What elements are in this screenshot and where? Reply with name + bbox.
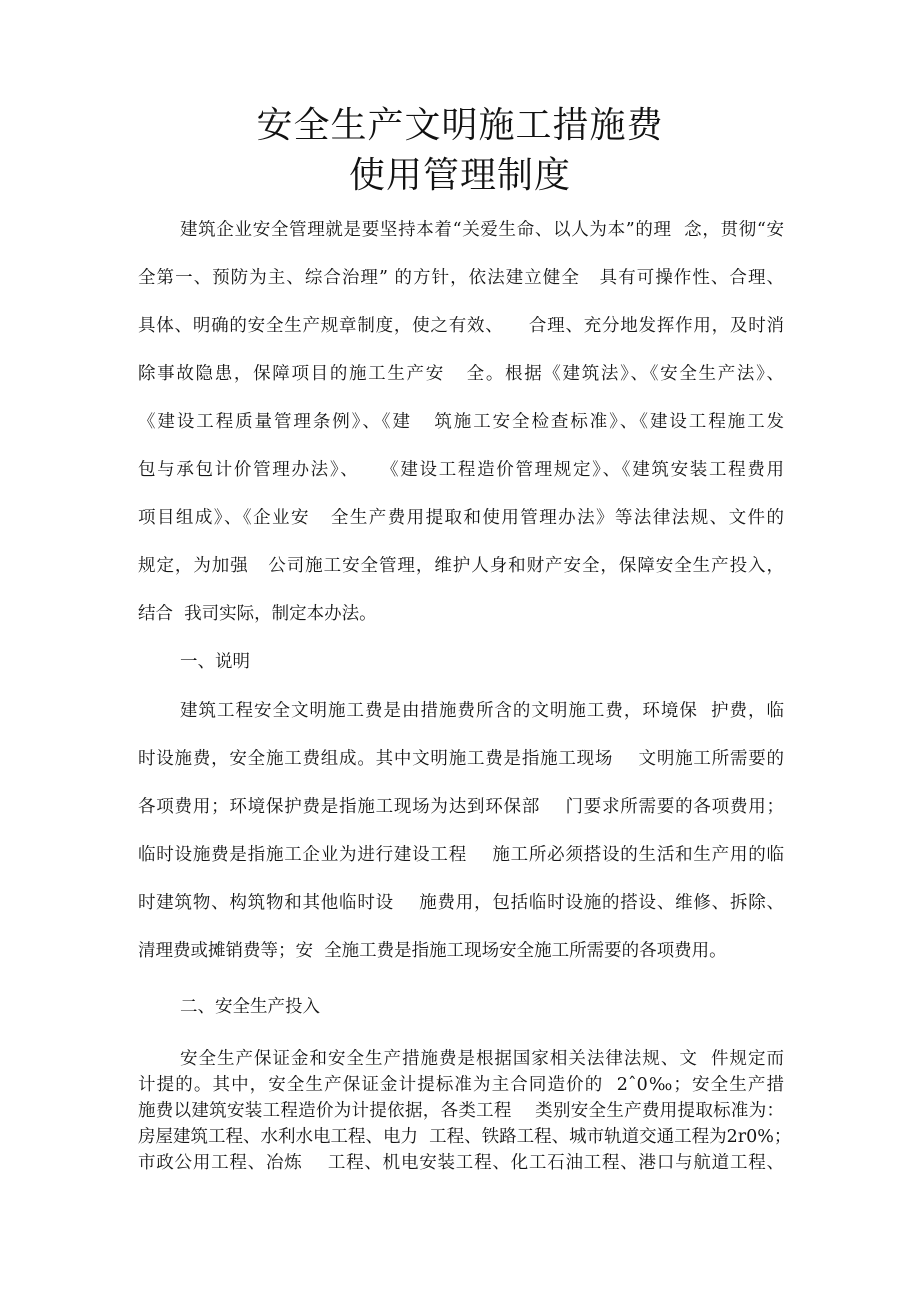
- section-1-line-4: 临时设施费是指施工企业为进行建设工程 施工所必须搭设的生活和生产用的临: [138, 845, 784, 865]
- intro-line-2: 全第一、预防为主、综合治理” 的方针，依法建立健全 具有可操作性、合理、: [138, 268, 784, 288]
- section-2-line-1: 安全生产保证金和安全生产措施费是根据国家相关法律法规、文 件规定而: [180, 1049, 784, 1069]
- intro-line-9: 结合 我司实际，制定本办法。: [138, 604, 377, 624]
- section-heading-explanation: 一、说明: [180, 652, 250, 672]
- intro-line-6: 包与承包计价管理办法》、 《建设工程造价管理规定》、《建筑安装工程费用: [138, 460, 784, 480]
- intro-line-4: 除事故隐患，保障项目的施工生产安 全。根据《建筑法》、《安全生产法》、: [138, 364, 784, 384]
- section-2-line-5: 市政公用工程、冶炼 工程、机电安装工程、化工石油工程、港口与航道工程、: [138, 1153, 784, 1173]
- section-1-line-1: 建筑工程安全文明施工费是由措施费所含的文明施工费，环境保 护费，临: [180, 701, 784, 721]
- section-1-line-5: 时建筑物、构筑物和其他临时设 施费用，包括临时设施的搭设、维修、拆除、: [138, 893, 784, 913]
- intro-line-8: 规定，为加强 公司施工安全管理，维护人身和财产安全，保障安全生产投入，: [138, 556, 784, 576]
- intro-line-3: 具体、明确的安全生产规章制度，使之有效、 合理、充分地发挥作用，及时消: [138, 316, 784, 336]
- section-2-line-3: 施费以建筑安装工程造价为计提依据，各类工程 类别安全生产费用提取标准为：: [138, 1101, 784, 1121]
- intro-line-5: 《建设工程质量管理条例》、《建 筑施工安全检查标准》、《建设工程施工发: [138, 412, 784, 432]
- section-2-line-2: 计提的。其中，安全生产保证金计提标准为主合同造价的 2ˆ0‰；安全生产措: [138, 1075, 784, 1095]
- document-title-line-2: 使用管理制度: [348, 155, 571, 196]
- section-2-line-4: 房屋建筑工程、水利水电工程、电力 工程、铁路工程、城市轨道交通工程为2r0%；: [138, 1127, 792, 1147]
- section-1-line-2: 时设施费，安全施工费组成。其中文明施工费是指施工现场 文明施工所需要的: [138, 749, 784, 769]
- section-1-line-6: 清理费或摊销费等；安 全施工费是指施工现场安全施工所需要的各项费用。: [138, 941, 727, 961]
- section-1-line-3: 各项费用；环境保护费是指施工现场为达到环保部 门要求所需要的各项费用；: [138, 797, 784, 817]
- intro-line-1: 建筑企业安全管理就是要坚持本着“关爱生命、以人为本”的理 念，贯彻“安: [180, 220, 784, 240]
- document-title-line-1: 安全生产文明施工措施费: [256, 105, 664, 146]
- section-heading-safety-investment: 二、安全生产投入: [180, 997, 320, 1017]
- intro-line-7: 项目组成》、《企业安 全生产费用提取和使用管理办法》等法律法规、文件的: [138, 508, 784, 528]
